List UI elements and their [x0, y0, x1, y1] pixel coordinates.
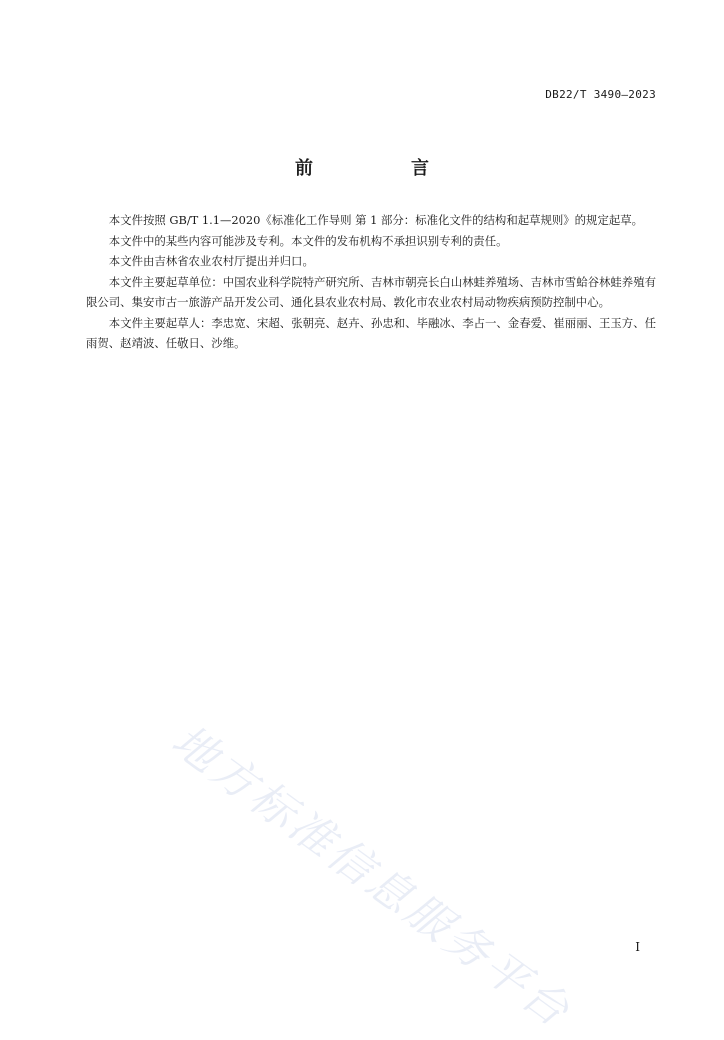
page-number: I	[635, 940, 640, 954]
paragraph-proposer: 本文件由吉林省农业农村厅提出并归口。	[108, 254, 314, 268]
watermark: 地方标准信息服务平台	[162, 715, 581, 1039]
document-code: DB22/T 3490—2023	[545, 88, 656, 101]
page-title: 前 言	[295, 158, 469, 179]
paragraph-drafters: 本文件主要起草人：李忠宽、宋超、张朝亮、赵卉、孙忠和、毕融冰、李占一、金春爱、崔丽丽、王玉方、任雨贺、赵靖波、任敬日、沙维。	[86, 315, 656, 350]
paragraph-patent-notice: 本文件中的某些内容可能涉及专利。本文件的发布机构不承担识别专利的责任。	[108, 233, 508, 248]
document-body	[86, 210, 656, 354]
paragraph-drafting-units: 本文件主要起草单位：中国农业科学院特产研究所、吉林市朝亮长白山林蛙养殖场、吉林市雪蛤谷林蛙养殖有限公司、集安市古一旅游产品开发公司、通化县农业农村局、敦化市农业农村局动物疾病预防控制中心。	[86, 274, 656, 309]
paragraph-drafting-rules: 本文件按照 GB/T 1.1—2020《标准化工作导则 第 1 部分：标准化文件的结构和起草规则》的规定起草。	[108, 213, 644, 227]
